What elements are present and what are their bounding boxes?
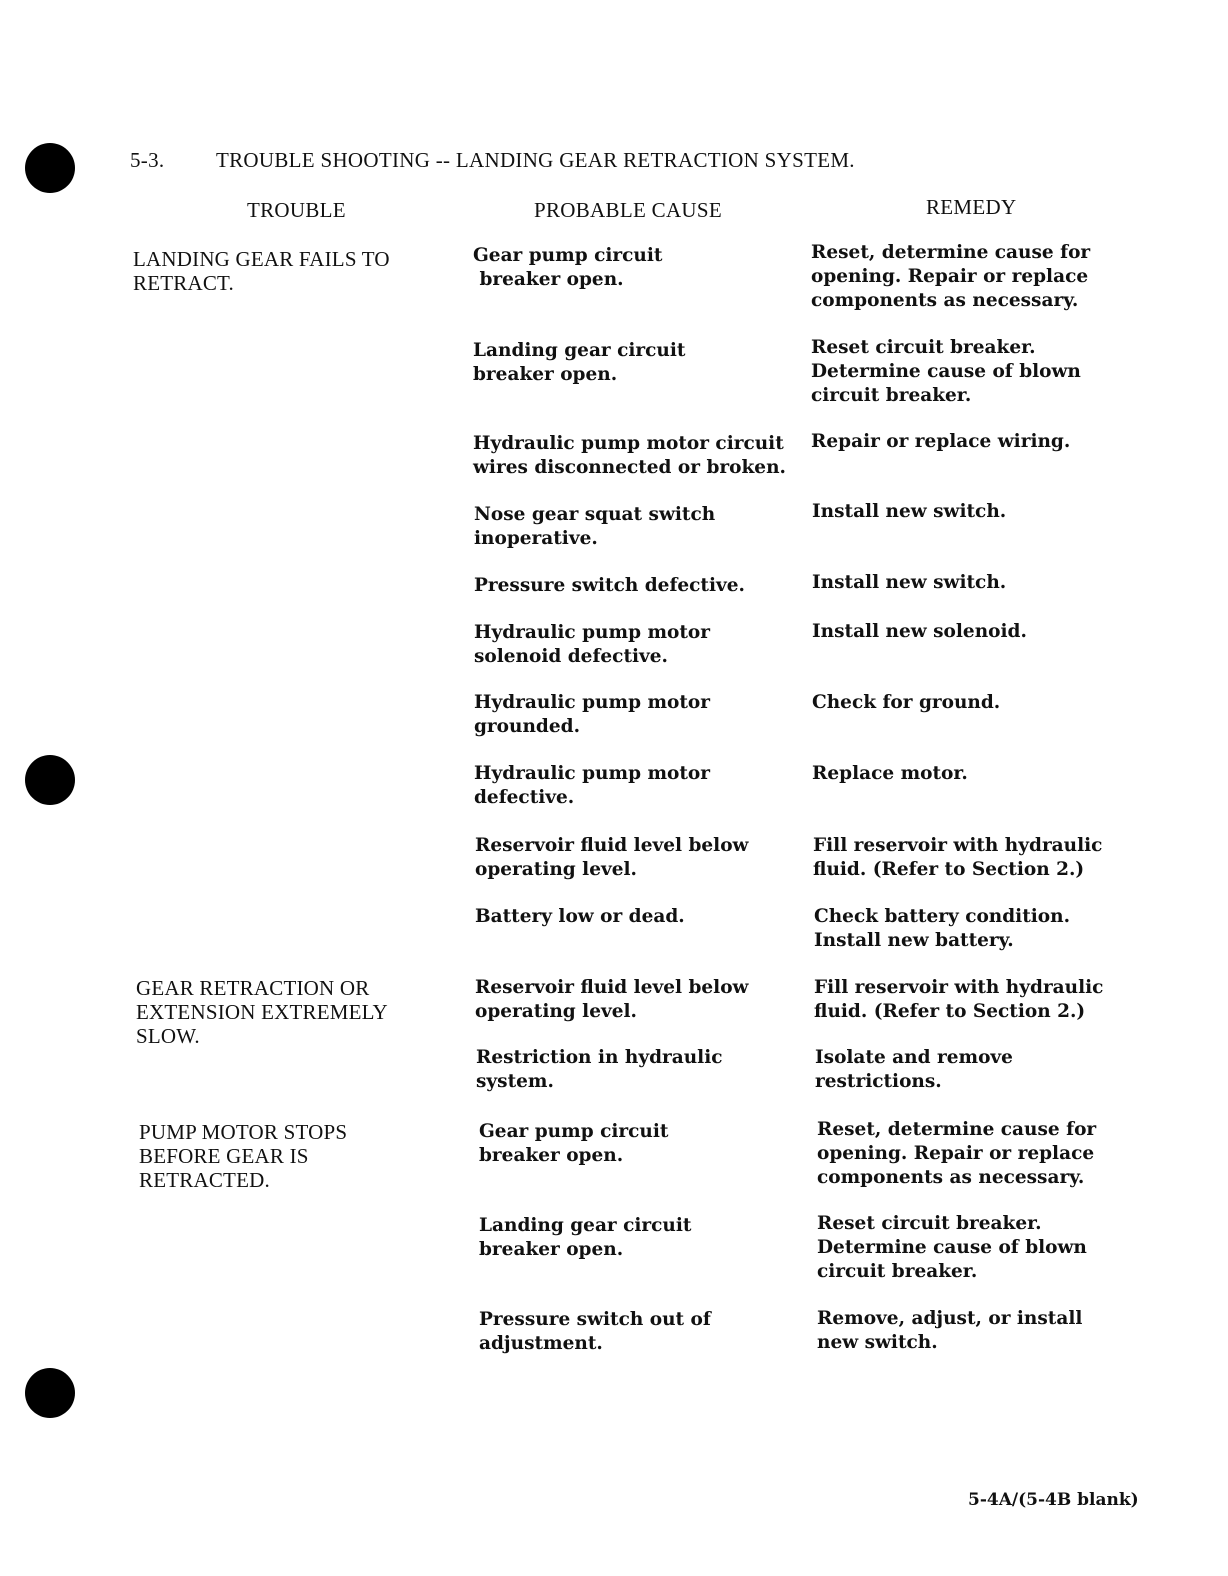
cause-row-11: Reservoir fluid level below operating level. — [475, 977, 749, 1022]
trouble-1: LANDING GEAR FAILS TO RETRACT. — [133, 247, 390, 295]
binder-hole-top — [25, 143, 75, 193]
column-header-trouble: TROUBLE — [247, 198, 346, 222]
cause-row-8: Hydraulic pump motor defective. — [474, 763, 710, 808]
remedy-row-8: Replace motor. — [812, 763, 968, 784]
page-number: 5-4A/(5-4B blank) — [968, 1490, 1139, 1510]
cause-row-6: Hydraulic pump motor solenoid defective. — [474, 622, 710, 667]
remedy-row-6: Install new solenoid. — [812, 621, 1027, 642]
remedy-row-5: Install new switch. — [812, 572, 1007, 593]
remedy-row-1: Reset, determine cause for opening. Repair or replace components as necessary. — [811, 242, 1091, 311]
remedy-row-3: Repair or replace wiring. — [811, 431, 1071, 452]
remedy-row-13: Reset, determine cause for opening. Repair or replace components as necessary. — [817, 1119, 1097, 1188]
section-heading — [130, 148, 855, 173]
remedy-row-2: Reset circuit breaker. Determine cause of blown circuit breaker. — [811, 337, 1081, 406]
cause-row-14: Landing gear circuit breaker open. — [479, 1215, 692, 1260]
cause-row-10: Battery low or dead. — [475, 906, 685, 927]
binder-hole-bottom — [25, 1368, 75, 1418]
trouble-3: PUMP MOTOR STOPS BEFORE GEAR IS RETRACTED. — [139, 1120, 348, 1192]
cause-row-12: Restriction in hydraulic system. — [476, 1047, 723, 1092]
cause-row-9: Reservoir fluid level below operating level. — [475, 835, 749, 880]
column-header-probable-cause: PROBABLE CAUSE — [534, 198, 722, 222]
cause-row-7: Hydraulic pump motor grounded. — [474, 692, 710, 737]
binder-hole-middle — [25, 755, 75, 805]
section-title: TROUBLE SHOOTING -- LANDING GEAR RETRACTION SYSTEM. — [216, 148, 855, 172]
cause-row-15: Pressure switch out of adjustment. — [479, 1309, 711, 1354]
remedy-row-9: Fill reservoir with hydraulic fluid. (Refer to Section 2.) — [813, 835, 1103, 880]
cause-row-2: Landing gear circuit breaker open. — [473, 340, 686, 385]
cause-row-3: Hydraulic pump motor circuit wires disconnected or broken. — [473, 433, 786, 478]
remedy-row-10: Check battery condition. Install new battery. — [814, 906, 1071, 951]
section-number: 5-3. — [130, 148, 165, 172]
cause-row-13: Gear pump circuit breaker open. — [479, 1121, 669, 1166]
remedy-row-15: Remove, adjust, or install new switch. — [817, 1308, 1083, 1353]
trouble-2: GEAR RETRACTION OR EXTENSION EXTREMELY SLOW. — [136, 976, 388, 1048]
remedy-row-4: Install new switch. — [812, 501, 1007, 522]
cause-row-5: Pressure switch defective. — [474, 575, 745, 596]
cause-row-4: Nose gear squat switch inoperative. — [474, 504, 716, 549]
cause-row-1: Gear pump circuit breaker open. — [473, 245, 663, 290]
remedy-row-14: Reset circuit breaker. Determine cause of blown circuit breaker. — [817, 1213, 1087, 1282]
remedy-row-11: Fill reservoir with hydraulic fluid. (Refer to Section 2.) — [814, 977, 1104, 1022]
remedy-row-7: Check for ground. — [812, 692, 1001, 713]
remedy-row-12: Isolate and remove restrictions. — [815, 1047, 1013, 1092]
column-header-remedy: REMEDY — [926, 195, 1017, 219]
